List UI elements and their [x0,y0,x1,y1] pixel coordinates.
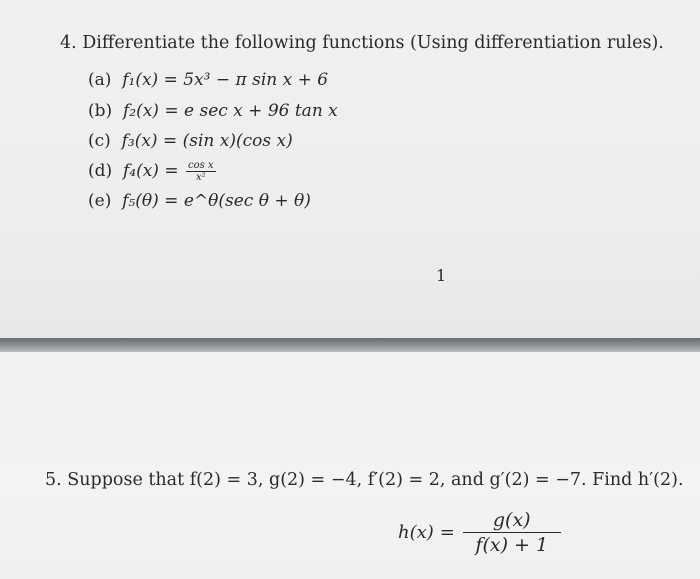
part-label: (c) [88,131,111,151]
page-divider [0,338,700,352]
fraction [186,160,216,183]
h-definition: h(x) = $\frac{g(x)}{f(x) + 1}$ [398,508,563,557]
part-a: (a) f₁(x) = 5x³ − π sin x + 6 [88,70,329,90]
part-b: (b) f₂(x) = e sec x + 96 tan x [88,101,338,121]
fraction-numerator: cos x [188,160,214,171]
fraction-denominator: x² [195,172,206,183]
part-label: (b) [88,101,113,121]
h-denominator: f(x) + 1 [475,534,549,556]
function-expression: 5x³ − π sin x + 6 [183,70,329,90]
part-label: (a) [88,70,112,90]
function-expression: e^θ(sec θ + θ) [183,191,311,211]
problem-4-header: 4. Differentiate the following functions (Using differentiation rules). [60,33,664,53]
problem-5-text: 5. Suppose that f(2) = 3, g(2) = −4, f′(2) = 2, and g′(2) = −7. Find h′(2). [45,470,684,490]
function-name: f₁(x) [122,70,159,90]
function-expression: e sec x + 96 tan x [184,101,338,121]
h-numerator: g(x) [463,508,561,533]
part-label: (d) [88,161,113,181]
part-label: (e) [88,191,112,211]
part-d: (d) f₄(x) = $\frac{\text{cos x}}{\text{x²}}$ [88,160,214,183]
page-bottom [0,352,700,579]
part-c: (c) f₃(x) = (sin x)(cos x) [88,131,293,151]
page-number: 1 [436,266,447,285]
h-fraction [463,508,561,557]
function-name: f₅(θ) [122,191,159,211]
function-expression: (sin x)(cos x) [182,131,293,151]
function-name: f₃(x) [121,131,158,151]
h-lhs: h(x) [398,521,434,543]
part-e: (e) f₅(θ) = e^θ(sec θ + θ) [88,191,311,211]
function-name: f₄(x) [122,161,159,181]
function-name: f₂(x) [122,101,159,121]
